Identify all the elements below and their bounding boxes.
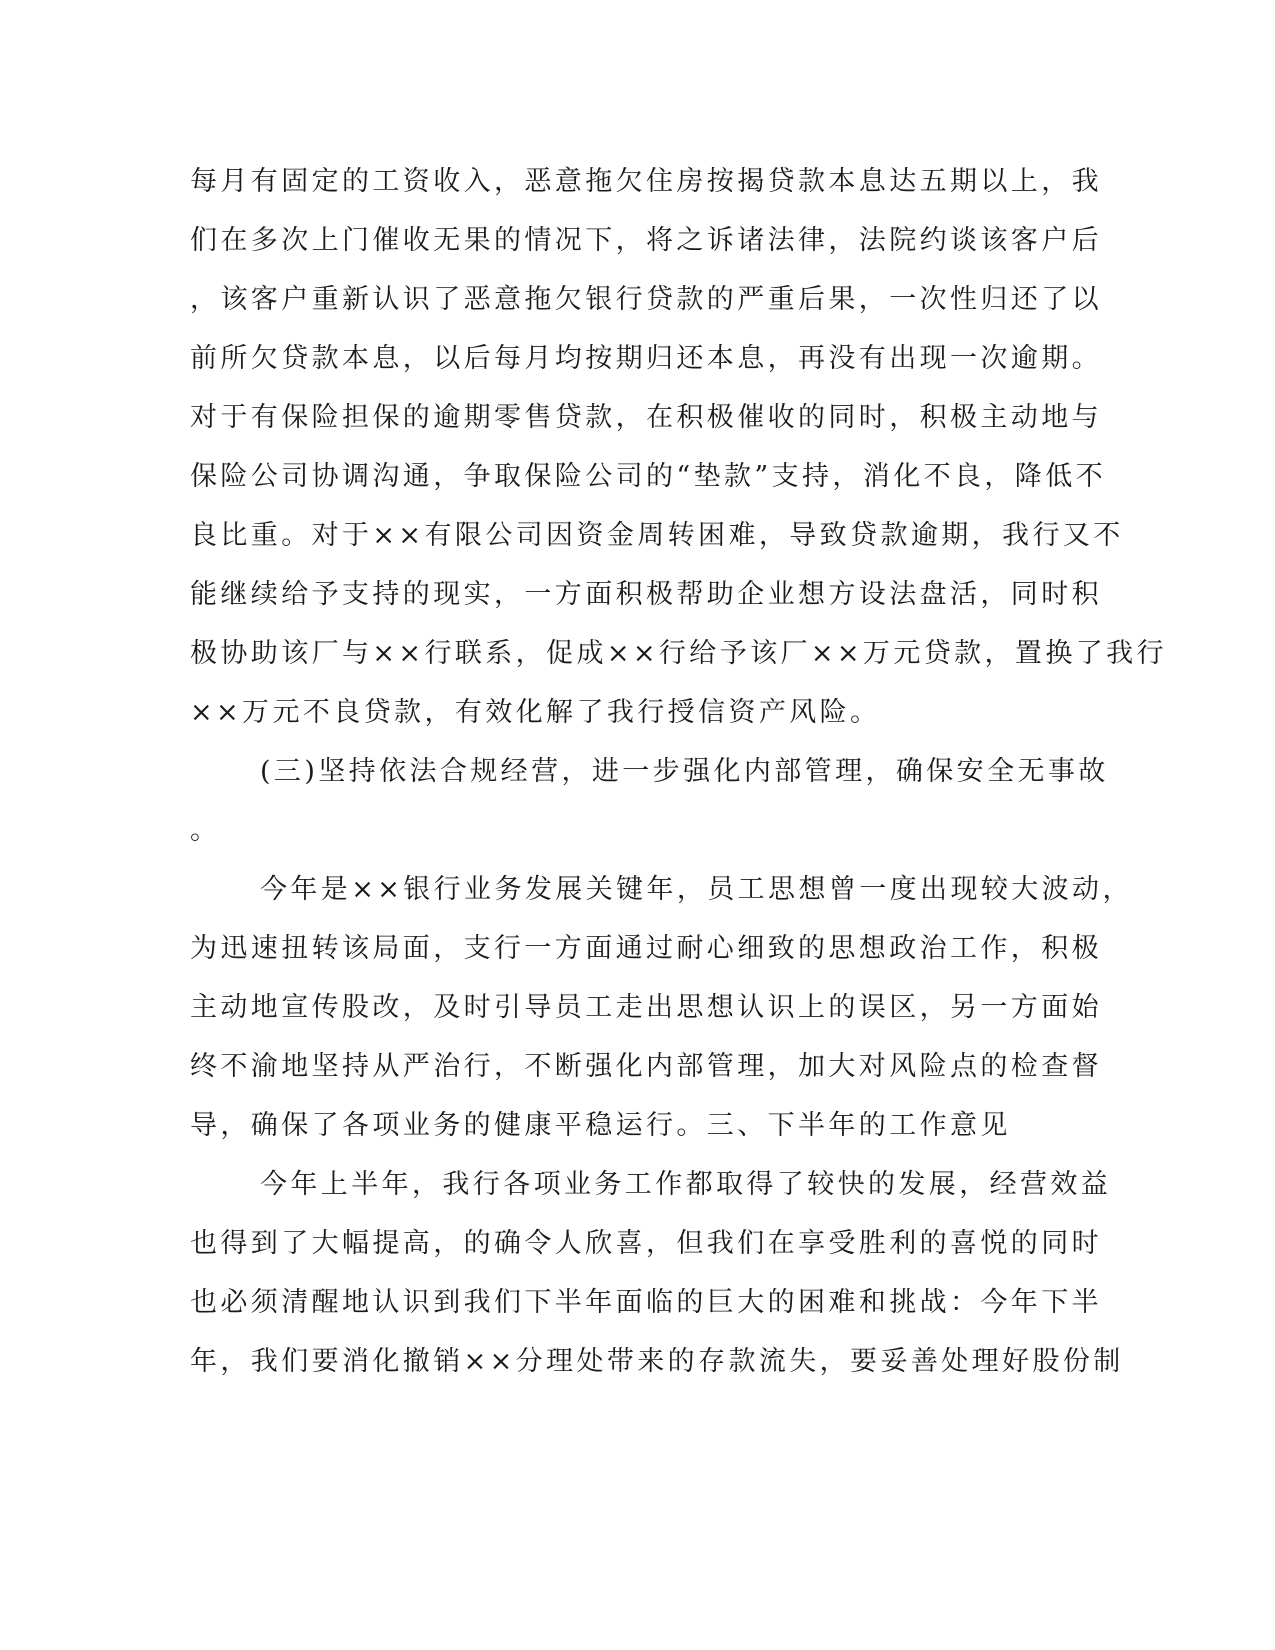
body-text-line: 前所欠贷款本息，以后每月均按期归还本息，再没有出现一次逾期。	[190, 343, 1102, 374]
body-text-line: 良比重。对于××有限公司因资金周转困难，导致贷款逾期，我行又不	[190, 520, 1124, 551]
body-text-line: 主动地宣传股改，及时引导员工走出思想认识上的误区，另一方面始	[190, 992, 1102, 1023]
paragraph-first-line: 今年上半年，我行各项业务工作都取得了较快的发展，经营效益	[260, 1169, 1112, 1200]
body-text-line: 也得到了大幅提高，的确令人欣喜，但我们在享受胜利的喜悦的同时	[190, 1228, 1102, 1259]
body-text-line: 。	[190, 815, 221, 846]
body-text-line: 也必须清醒地认识到我们下半年面临的巨大的困难和挑战：今年下半	[190, 1287, 1102, 1318]
body-text-line: 能继续给予支持的现实，一方面积极帮助企业想方设法盘活，同时积	[190, 579, 1102, 610]
body-text-line: 为迅速扭转该局面，支行一方面通过耐心细致的思想政治工作，积极	[190, 933, 1102, 964]
body-text-line: 保险公司协调沟通，争取保险公司的“垫款”支持，消化不良，降低不	[190, 461, 1107, 492]
body-text-line: ××万元不良贷款，有效化解了我行授信资产风险。	[190, 697, 881, 728]
body-text-line: 终不渝地坚持从严治行，不断强化内部管理，加大对风险点的检查督	[190, 1051, 1102, 1082]
body-text-line: ，该客户重新认识了恶意拖欠银行贷款的严重后果，一次性归还了以	[190, 284, 1102, 315]
body-text-line: 每月有固定的工资收入，恶意拖欠住房按揭贷款本息达五期以上，我	[190, 166, 1102, 197]
body-text-line: 们在多次上门催收无果的情况下，将之诉诸法律，法院约谈该客户后	[190, 225, 1102, 256]
paragraph-first-line: 今年是××银行业务发展关键年，员工思想曾一度出现较大波动，	[260, 874, 1133, 905]
section-heading: (三)坚持依法合规经营，进一步强化内部管理，确保安全无事故	[260, 756, 1109, 787]
body-text-line: 年，我们要消化撤销××分理处带来的存款流失，要妥善处理好股份制	[190, 1346, 1124, 1377]
body-text-line: 导，确保了各项业务的健康平稳运行。三、下半年的工作意见	[190, 1110, 1011, 1141]
body-text-line: 极协助该厂与××行联系，促成××行给予该厂××万元贷款，置换了我行	[190, 638, 1167, 669]
body-text-line: 对于有保险担保的逾期零售贷款，在积极催收的同时，积极主动地与	[190, 402, 1102, 433]
